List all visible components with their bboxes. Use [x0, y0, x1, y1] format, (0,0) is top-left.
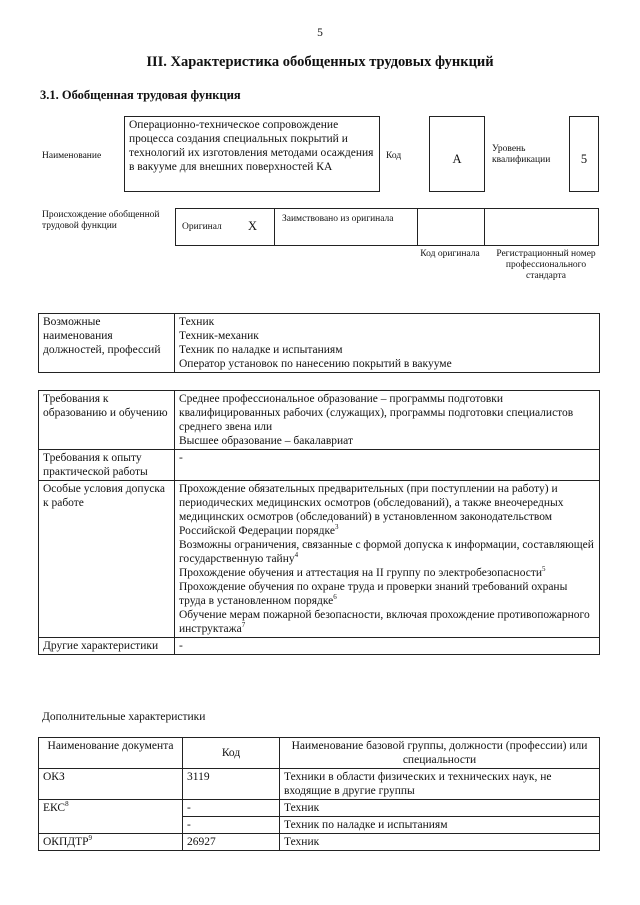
code-value: А	[429, 116, 485, 192]
name-label: Наименование	[42, 151, 102, 161]
reg-caption: Регистрационный номер профессионального стандарта	[496, 249, 596, 281]
code-label: Код	[386, 151, 402, 161]
table-row: ЕКС$^8$ - Техник	[39, 800, 600, 817]
table-row: ОКПДТР$^9$ 26927 Техник	[39, 834, 600, 851]
position-item: Оператор установок по нанесению покрытий в вакууме	[179, 358, 452, 370]
page-number: 5	[317, 27, 323, 39]
education-label: Требования к образованию и обучению	[39, 391, 175, 450]
education-value	[175, 391, 600, 450]
other-value: -	[175, 638, 600, 655]
requirement-item: Среднее профессиональное образование – программы подготовки квалифицированных рабочих (служащих), программы подготовки специалистов среднего звена или	[179, 393, 574, 433]
requirement-item: Прохождение обучения по охране труда и проверки знаний требований охраны труда в установленном порядке$^6$	[179, 581, 568, 607]
code-caption: Код оригинала	[420, 249, 480, 259]
borrowed-label: Заимствовано из оригинала	[282, 214, 394, 224]
original-mark: X	[248, 219, 258, 233]
footnote-ref: 5	[542, 565, 546, 574]
original-label: Оригинал	[182, 222, 222, 232]
origin-table	[175, 208, 599, 246]
header-code: Код	[183, 738, 280, 769]
header-doc: Наименование документа	[39, 738, 183, 769]
requirement-item: Высшее образование – бакалавриат	[179, 435, 353, 447]
admission-value	[175, 481, 600, 638]
positions-label: Возможные наименования должностей, профессий	[39, 314, 175, 373]
section-title: III. Характеристика обобщенных трудовых функций	[146, 54, 494, 70]
position-item: Техник	[179, 316, 215, 328]
position-item: Техник по наладке и испытаниям	[179, 344, 343, 356]
origin-label: Происхождение обобщенной трудовой функции	[42, 210, 160, 231]
requirement-item: Возможны ограничения, связанные с формой допуска к информации, составляющей государственную тайну$^4$	[179, 539, 594, 565]
subsection-title: 3.1. Обобщенная трудовая функция	[40, 88, 241, 102]
table-row: - Техник по наладке и испытаниям	[39, 817, 600, 834]
footnote-ref: 3	[334, 523, 339, 532]
additional-table	[38, 737, 600, 851]
other-label: Другие характеристики	[39, 638, 175, 655]
level-value: 5	[569, 116, 599, 192]
additional-title: Дополнительные характеристики	[42, 711, 206, 723]
header-name: Наименование базовой группы, должности (профессии) или специальности	[280, 738, 600, 769]
requirement-item: Прохождение обязательных предварительных (при поступлении на работу) и периодических медицинских осмотров (обследований), а также внеочередных медицинских осмотров (обследований) в установленном законодательством Российской Федерации порядке$^3$	[179, 483, 564, 537]
level-label: Уровень квалификации	[492, 144, 551, 165]
requirements-table	[38, 390, 600, 655]
experience-label: Требования к опыту практической работы	[39, 450, 175, 481]
table-row: ОКЗ 3119 Техники в области физических и технических наук, не входящие в другие группы	[39, 769, 600, 800]
footnote-ref: 6	[333, 593, 337, 602]
positions-table	[38, 313, 600, 373]
position-item: Техник-механик	[179, 330, 259, 342]
requirement-item: Прохождение обучения и аттестация на II группу по электробезопасности$^5$	[179, 565, 546, 579]
experience-value: -	[175, 450, 600, 481]
footnote-ref: 4	[294, 551, 299, 560]
requirement-item: Обучение мерам пожарной безопасности, включая прохождение противопожарного инструктажа$^7$	[179, 609, 590, 635]
positions-list	[175, 314, 600, 373]
admission-label: Особые условия допуска к работе	[39, 481, 175, 638]
footnote-ref: 7	[241, 621, 246, 630]
name-value: Операционно-техническое сопровождение процесса создания специальных покрытий и технологий их изготовления методами осаждения в вакууме для внешних поверхностей КА	[124, 116, 380, 192]
